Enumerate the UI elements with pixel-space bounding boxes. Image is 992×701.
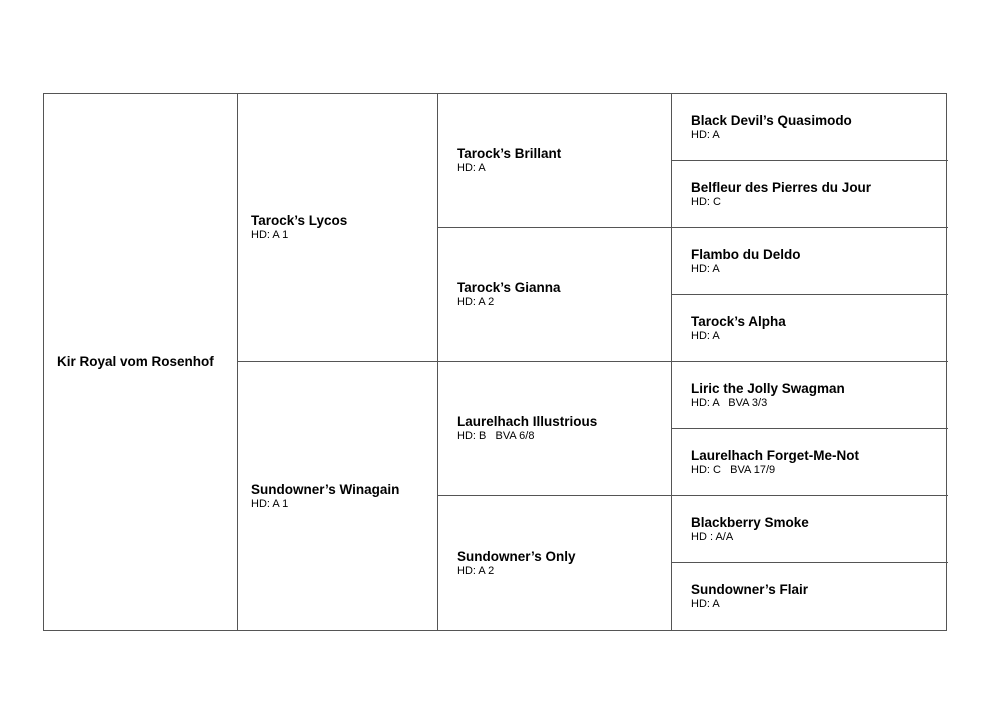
grandparent-name: Tarock’s Gianna [457,280,561,295]
grandparent-cell [438,94,672,228]
great-grandparent-name: Liric the Jolly Swagman [691,380,845,396]
great-grandparent-cell [672,563,948,630]
parent-dam-cell [238,362,438,630]
great-grandparent-info: HD: C BVA 17/9 [691,463,776,476]
great-grandparent-cell [672,429,948,496]
grandparent-info: HD: A 2 [457,296,495,308]
great-grandparent-name: Tarock’s Alpha [691,313,786,329]
great-grandparent-name: Laurelhach Forget-Me-Not [691,447,860,463]
great-grandparent-info: HD: A [691,128,720,141]
great-grandparent-cell [672,362,948,429]
great-grandparent-info: HD: A [691,598,720,610]
pedigree-table [43,93,947,631]
grandparent-info: HD: B BVA 6/8 [457,430,535,442]
great-grandparent-name: Belfleur des Pierres du Jour [691,179,872,195]
great-grandparent-cell [672,295,948,362]
grandparent-cell [438,362,672,496]
great-grandparent-name: Blackberry Smoke [691,514,809,530]
great-grandparent-name: Sundowner’s Flair [691,582,809,597]
grandparent-cell [438,496,672,630]
great-grandparent-name: Black Devil’s Quasimodo [691,112,852,128]
grandparent-name: Sundowner’s Only [457,548,576,564]
grandparent-name: Tarock’s Brillant [457,146,562,161]
great-grandparent-info: HD: A [691,262,720,275]
grandparent-cell [438,228,672,362]
grandparent-info: HD: A 2 [457,564,495,577]
great-grandparent-cell [672,496,948,563]
great-grandparent-cell [672,228,948,295]
great-grandparent-cell [672,161,948,228]
subject-cell [44,94,238,630]
great-grandparent-cell [672,94,948,161]
grandparent-info: HD: A [457,162,486,174]
parent-name: Sundowner’s Winagain [251,481,400,497]
great-grandparent-name: Flambo du Deldo [691,246,801,262]
parent-name: Tarock’s Lycos [251,213,348,228]
great-grandparent-info: HD : A/A [691,530,734,543]
subject-name: Kir Royal vom Rosenhof [57,354,214,369]
parent-info: HD: A 1 [251,497,289,510]
great-grandparent-info: HD: A BVA 3/3 [691,396,768,409]
great-grandparent-info: HD: A [691,329,720,342]
great-grandparent-info: HD: C [691,195,721,208]
grandparent-name: Laurelhach Illustrious [457,414,598,429]
parent-info: HD: A 1 [251,229,289,241]
parent-sire-cell [238,94,438,362]
